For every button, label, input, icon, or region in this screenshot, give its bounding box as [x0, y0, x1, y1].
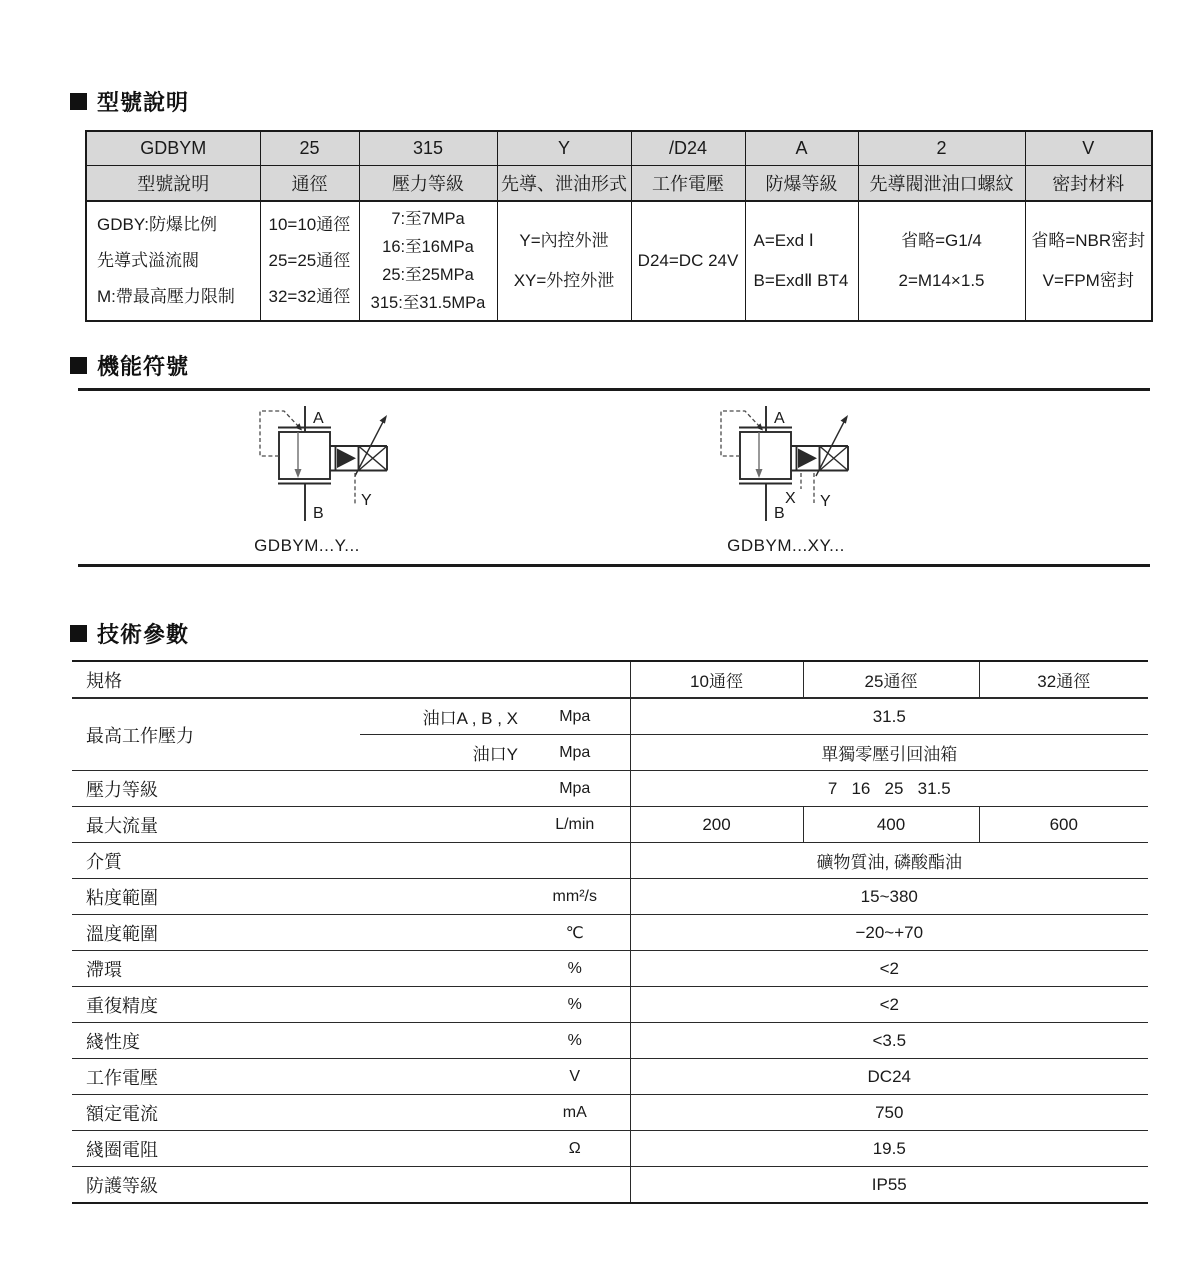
param-name: 規格 — [72, 661, 630, 698]
param-name: 最高工作壓力 — [72, 698, 360, 771]
value: <2 — [630, 987, 1148, 1023]
param-name: 壓力等級 — [72, 771, 520, 807]
unit: L/min — [520, 807, 630, 843]
model-body-row — [86, 201, 1152, 321]
unit: Mpa — [520, 771, 630, 807]
divider-rule — [78, 388, 1150, 391]
value: 400 — [803, 807, 979, 843]
unit — [520, 1167, 630, 1204]
code-cell: V — [1025, 131, 1152, 166]
seal-options-cell: 省略=NBR密封 V=FPM密封 — [1025, 201, 1152, 321]
spec-col-32: 32通徑 — [979, 661, 1148, 698]
code-cell: 25 — [260, 131, 359, 166]
pilot-drain-options-cell: Y=內控外泄 XY=外控外泄 — [497, 201, 631, 321]
divider-rule — [78, 564, 1150, 567]
value: IP55 — [630, 1167, 1148, 1204]
thread-options-cell: 省略=G1/4 2=M14×1.5 — [858, 201, 1025, 321]
code-cell: 315 — [359, 131, 497, 166]
header-cell: 先導、泄油形式 — [497, 166, 631, 202]
code-cell: 2 — [858, 131, 1025, 166]
param-name: 滯環 — [72, 951, 520, 987]
param-name: 工作電壓 — [72, 1059, 520, 1095]
exproof-options-cell: A=Exd Ⅰ B=ExdⅡ BT4 — [745, 201, 858, 321]
param-name: 介質 — [72, 843, 520, 879]
coil-resistance-row — [72, 1131, 1148, 1167]
model-code-table — [85, 130, 1153, 322]
unit: % — [520, 951, 630, 987]
technical-parameters-table — [72, 660, 1148, 1204]
code-cell: GDBYM — [86, 131, 260, 166]
value: 750 — [630, 1095, 1148, 1131]
model-desc-line: GDBY:防爆比例 — [97, 215, 217, 234]
port-x-label: X — [785, 490, 796, 507]
unit: % — [520, 1023, 630, 1059]
pressure-grade-row — [72, 771, 1148, 807]
port-y-label: Y — [820, 493, 831, 510]
viscosity-row — [72, 879, 1148, 915]
model-desc-cell — [86, 201, 260, 321]
port-y-label: Y — [361, 492, 372, 509]
section-title: 機能符號 — [97, 354, 190, 379]
unit: mA — [520, 1095, 630, 1131]
value: 31.5 — [630, 698, 1148, 735]
value: <3.5 — [630, 1023, 1148, 1059]
max-pressure-row-abx — [72, 698, 1148, 735]
header-cell: 先導閥泄油口螺紋 — [858, 166, 1025, 202]
header-cell: 密封材料 — [1025, 166, 1152, 202]
code-cell: A — [745, 131, 858, 166]
section-heading-model — [70, 86, 189, 117]
param-name: 粘度範圍 — [72, 879, 520, 915]
port-b-label: B — [774, 505, 785, 522]
repeatability-row — [72, 987, 1148, 1023]
header-cell: 壓力等級 — [359, 166, 497, 202]
flow-arrow-icon — [295, 469, 302, 478]
voltage-option-cell: D24=DC 24V — [631, 201, 745, 321]
pilot-valve-triangle-icon — [337, 449, 356, 469]
max-flow-row — [72, 807, 1148, 843]
spec-header-row — [72, 661, 1148, 698]
pilot-valve-triangle-icon — [798, 449, 817, 469]
param-name: 溫度範圍 — [72, 915, 520, 951]
param-name: 重復精度 — [72, 987, 520, 1023]
model-desc-line: 先導式溢流閥 — [97, 251, 199, 270]
unit — [520, 843, 630, 879]
symbol-caption: GDBYM...XY... — [727, 536, 845, 555]
code-cell: /D24 — [631, 131, 745, 166]
value: 礦物質油, 磷酸酯油 — [630, 843, 1148, 879]
value: 19.5 — [630, 1131, 1148, 1167]
value: <2 — [630, 951, 1148, 987]
header-cell: 通徑 — [260, 166, 359, 202]
section-marker-icon — [70, 357, 87, 374]
pressure-options-cell: 7:至7MPa 16:至16MPa 25:至25MPa 315:至31.5MPa — [359, 201, 497, 321]
section-title: 型號說明 — [97, 90, 190, 115]
proportional-arrow-icon — [841, 415, 849, 424]
sub-label: 油口A , B , X — [360, 698, 520, 735]
section-marker-icon — [70, 625, 87, 642]
spec-col-10: 10通徑 — [630, 661, 803, 698]
temperature-row — [72, 915, 1148, 951]
size-options-cell: 10=10通徑 25=25通徑 32=32通徑 — [260, 201, 359, 321]
medium-row — [72, 843, 1148, 879]
param-name: 最大流量 — [72, 807, 520, 843]
model-header-row — [86, 166, 1152, 202]
unit: V — [520, 1059, 630, 1095]
hydraulic-symbol-external-pilot — [709, 403, 873, 553]
symbol-caption: GDBYM...Y... — [254, 536, 360, 555]
port-b-label: B — [313, 505, 324, 522]
port-a-label: A — [313, 410, 324, 427]
unit: Ω — [520, 1131, 630, 1167]
unit: Mpa — [520, 735, 630, 771]
unit: mm²/s — [520, 879, 630, 915]
protection-row — [72, 1167, 1148, 1204]
sub-label: 油口Y — [360, 735, 520, 771]
flow-arrow-icon — [756, 469, 763, 478]
param-name: 額定電流 — [72, 1095, 520, 1131]
hysteresis-row — [72, 951, 1148, 987]
value: 600 — [979, 807, 1148, 843]
linearity-row — [72, 1023, 1148, 1059]
param-name: 綫圈電阻 — [72, 1131, 520, 1167]
value: DC24 — [630, 1059, 1148, 1095]
unit: % — [520, 987, 630, 1023]
model-desc-line: M:帶最高壓力限制 — [97, 287, 235, 306]
section-marker-icon — [70, 93, 87, 110]
section-heading-symbols — [70, 350, 189, 381]
header-cell: 防爆等級 — [745, 166, 858, 202]
proportional-arrow-icon — [380, 415, 388, 424]
value: 7 16 25 31.5 — [630, 771, 1148, 807]
header-cell: 型號說明 — [86, 166, 260, 202]
param-name: 防護等級 — [72, 1167, 520, 1204]
unit: Mpa — [520, 698, 630, 735]
unit: ℃ — [520, 915, 630, 951]
hydraulic-symbol-internal-pilot — [248, 403, 412, 553]
value: 15~380 — [630, 879, 1148, 915]
value: 單獨零壓引回油箱 — [630, 735, 1148, 771]
rated-current-row — [72, 1095, 1148, 1131]
section-title: 技術參數 — [97, 622, 190, 647]
header-cell: 工作電壓 — [631, 166, 745, 202]
section-heading-params — [70, 618, 189, 649]
code-cell: Y — [497, 131, 631, 166]
port-a-label: A — [774, 410, 785, 427]
model-code-row — [86, 131, 1152, 166]
value: 200 — [630, 807, 803, 843]
spec-col-25: 25通徑 — [803, 661, 979, 698]
param-name: 綫性度 — [72, 1023, 520, 1059]
voltage-row — [72, 1059, 1148, 1095]
value: −20~+70 — [630, 915, 1148, 951]
